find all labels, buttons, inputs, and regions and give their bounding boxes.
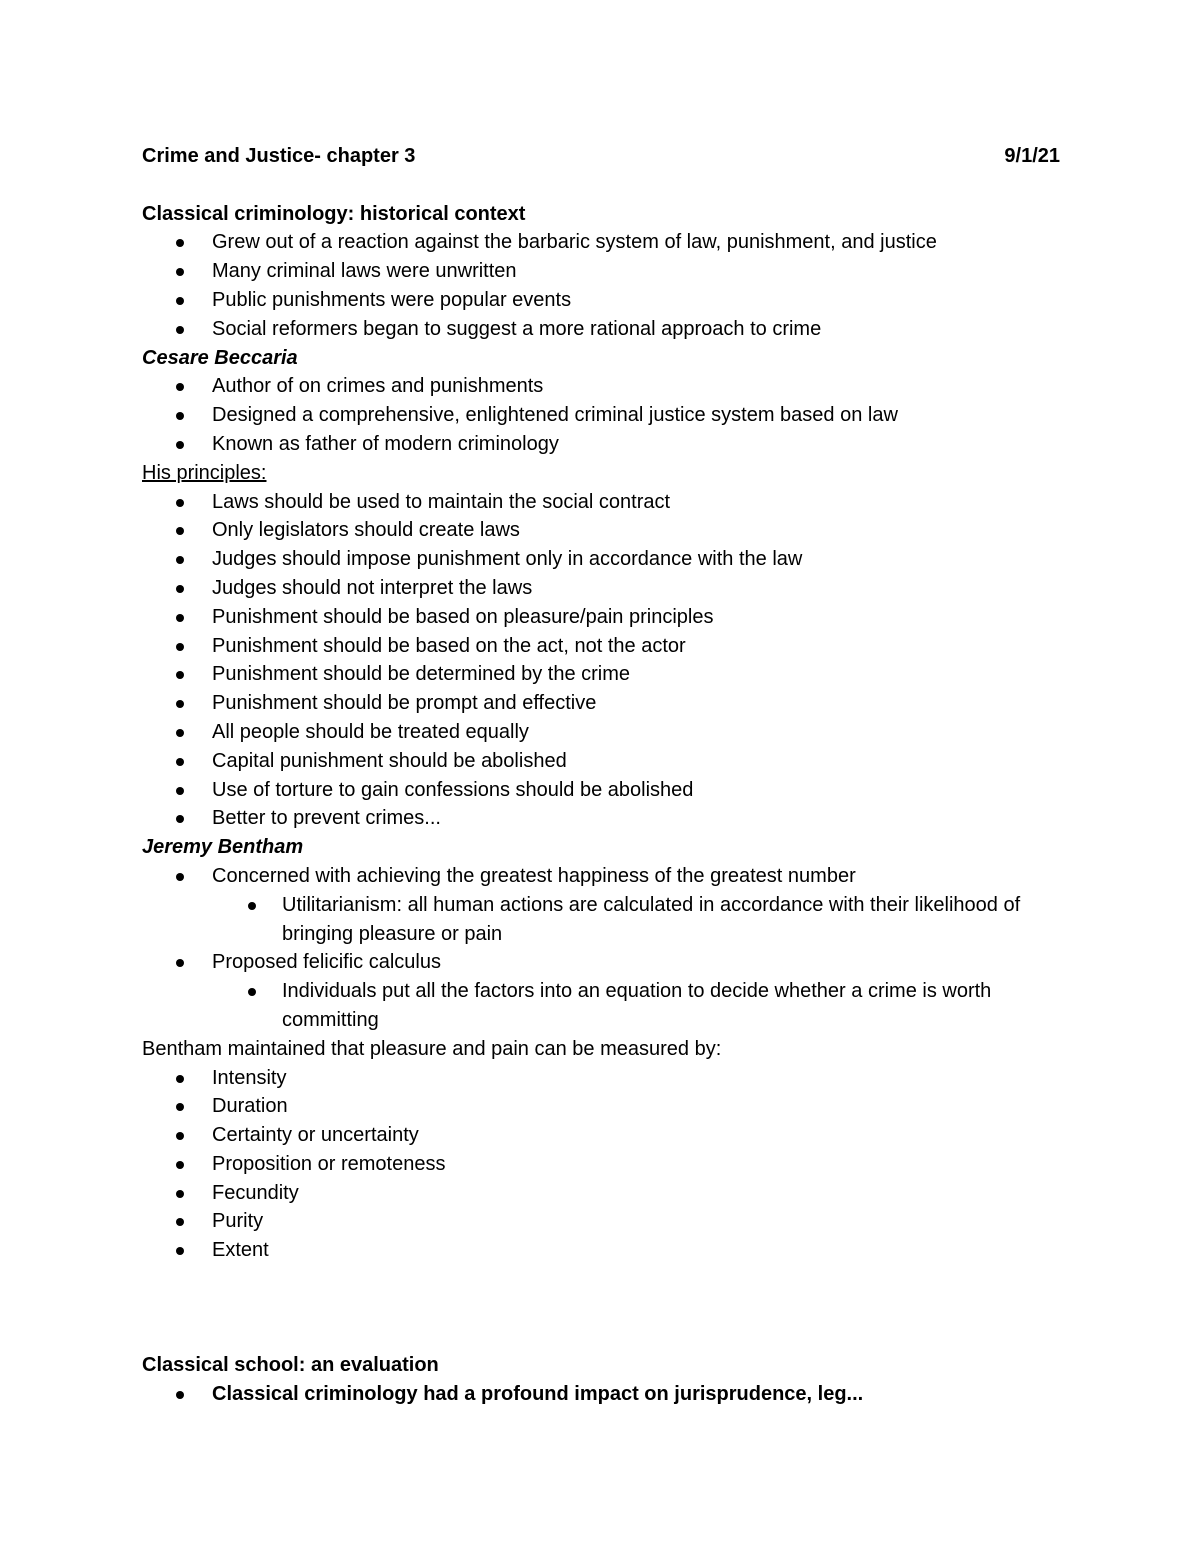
principles-heading-text: His principles:	[142, 461, 267, 484]
list-item: Use of torture to gain confessions should be abolished	[142, 776, 1060, 805]
list-item: Only legislators should create laws	[142, 516, 1060, 545]
sub-list-item: Utilitarianism: all human actions are calculated in accordance with their likelihood of bringing pleasure or pain	[142, 891, 1060, 949]
list-item: Capital punishment should be abolished	[142, 747, 1060, 776]
list-item: Author of on crimes and punishments	[142, 372, 1060, 401]
sublist-bentham-1	[142, 891, 1060, 949]
section-heading-evaluation: Classical school: an evaluation	[142, 1354, 439, 1377]
list-item: Many criminal laws were unwritten	[142, 257, 1060, 286]
list-item: Public punishments were popular events	[142, 286, 1060, 315]
list-item: Judges should not interpret the laws	[142, 574, 1060, 603]
list-item: Grew out of a reaction against the barbaric system of law, punishment, and justice	[142, 228, 1060, 257]
list-beccaria	[142, 372, 1060, 458]
sub-list-item: Individuals put all the factors into an equation to decide whether a crime is worth committing	[142, 977, 1060, 1035]
list-bentham-2	[142, 948, 1060, 977]
list-item: Punishment should be prompt and effective	[142, 689, 1060, 718]
list-item: Certainty or uncertainty	[142, 1121, 1060, 1150]
list-item: Purity	[142, 1207, 1060, 1236]
list-item: Known as father of modern criminology	[142, 430, 1060, 459]
blank-space	[142, 1265, 1060, 1351]
list-item: Duration	[142, 1092, 1060, 1121]
list-item: Laws should be used to maintain the social contract	[142, 488, 1060, 517]
list-item: Designed a comprehensive, enlightened criminal justice system based on law	[142, 401, 1060, 430]
section-heading-measures: Bentham maintained that pleasure and pain can be measured by:	[142, 1037, 722, 1060]
list-item: All people should be treated equally	[142, 718, 1060, 747]
list-item: Fecundity	[142, 1179, 1060, 1208]
list-item: Proposition or remoteness	[142, 1150, 1060, 1179]
list-item: Classical criminology had a profound impact on jurisprudence, leg...	[142, 1380, 1060, 1409]
sublist-bentham-2	[142, 977, 1060, 1035]
section-heading-principles	[142, 459, 1060, 488]
list-item: Extent	[142, 1236, 1060, 1265]
section-heading-historical: Classical criminology: historical context	[142, 202, 526, 225]
list-bentham	[142, 862, 1060, 891]
list-item: Punishment should be determined by the crime	[142, 660, 1060, 689]
document-header	[142, 142, 1060, 171]
document-page	[142, 142, 1060, 1409]
list-historical	[142, 228, 1060, 343]
list-item: Punishment should be based on pleasure/pain principles	[142, 603, 1060, 632]
list-item: Intensity	[142, 1064, 1060, 1093]
list-item: Punishment should be based on the act, not the actor	[142, 632, 1060, 661]
list-principles	[142, 488, 1060, 834]
section-heading-beccaria: Cesare Beccaria	[142, 346, 298, 369]
list-item: Proposed felicific calculus	[142, 948, 1060, 977]
list-item: Judges should impose punishment only in accordance with the law	[142, 545, 1060, 574]
document-title: Crime and Justice- chapter 3	[142, 145, 416, 167]
document-date: 9/1/21	[1004, 145, 1060, 167]
list-item: Concerned with achieving the greatest happiness of the greatest number	[142, 862, 1060, 891]
list-item: Social reformers began to suggest a more rational approach to crime	[142, 315, 1060, 344]
list-item: Better to prevent crimes...	[142, 804, 1060, 833]
section-heading-bentham: Jeremy Bentham	[142, 836, 304, 859]
list-measures	[142, 1064, 1060, 1266]
list-evaluation	[142, 1380, 1060, 1409]
